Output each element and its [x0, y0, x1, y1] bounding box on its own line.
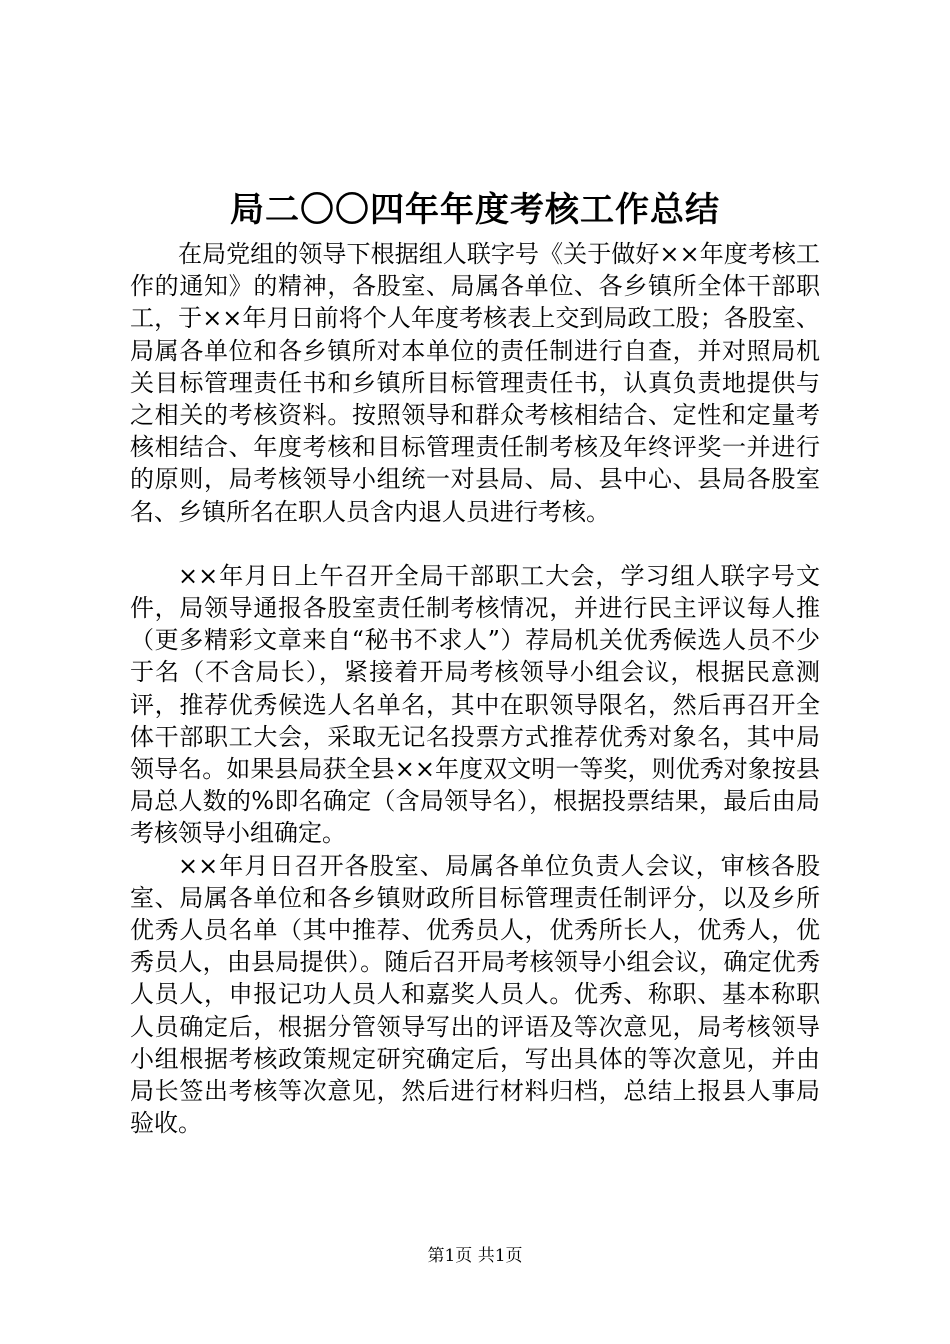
page-footer: 第1页 共1页 [427, 1246, 523, 1266]
document-title: 局二〇〇四年年度考核工作总结 [230, 190, 720, 230]
paragraph-spacer [130, 528, 820, 560]
paragraph-2: ××年月日上午召开全局干部职工大会，学习组人联字号文件，局领导通报各股室责任制考核情况，并进行民主评议每人推（更多精彩文章来自“秘书不求人”）荐局机关优秀候选人员不少于名（不含局长），紧接着开局考核领导小组会议，根据民意测评，推荐优秀候选人名单名，其中在职领导限名，然后再召开全体干部职工大会，采取无记名投票方式推荐优秀对象名，其中局领导名。如果县局获全县××年度双文明一等奖，则优秀对象按县局总人数的%即名确定（含局领导名），根据投票结果，最后由局考核领导小组确定。 [130, 561, 820, 848]
paragraph-1: 在局党组的领导下根据组人联字号《关于做好××年度考核工作的通知》的精神，各股室、局属各单位、各乡镇所全体干部职工，于××年月日前将个人年度考核表上交到局政工股；各股室、局属各单位和各乡镇所对本单位的责任制进行自查，并对照局机关目标管理责任书和乡镇所目标管理责任书，认真负责地提供与之相关的考核资料。按照领导和群众考核相结合、定性和定量考核相结合、年度考核和目标管理责任制考核及年终评奖一并进行的原则，局考核领导小组统一对县局、局、县中心、县局各股室名、乡镇所名在职人员含内退人员进行考核。 [130, 240, 820, 526]
paragraph-3: ××年月日召开各股室、局属各单位负责人会议，审核各股室、局属各单位和各乡镇财政所目标管理责任制评分，以及乡所优秀人员名单（其中推荐、优秀员人，优秀所长人，优秀人，优秀员人，由县局提供）。随后召开局考核领导小组会议，确定优秀人员人，申报记功人员人和嘉奖人员人。优秀、称职、基本称职人员确定后，根据分管领导写出的评语及等次意见，局考核领导小组根据考核政策规定研究确定后，写出具体的等次意见，并由局长签出考核等次意见，然后进行材料归档，总结上报县人事局验收。 [130, 851, 820, 1138]
document-body [130, 238, 820, 1139]
